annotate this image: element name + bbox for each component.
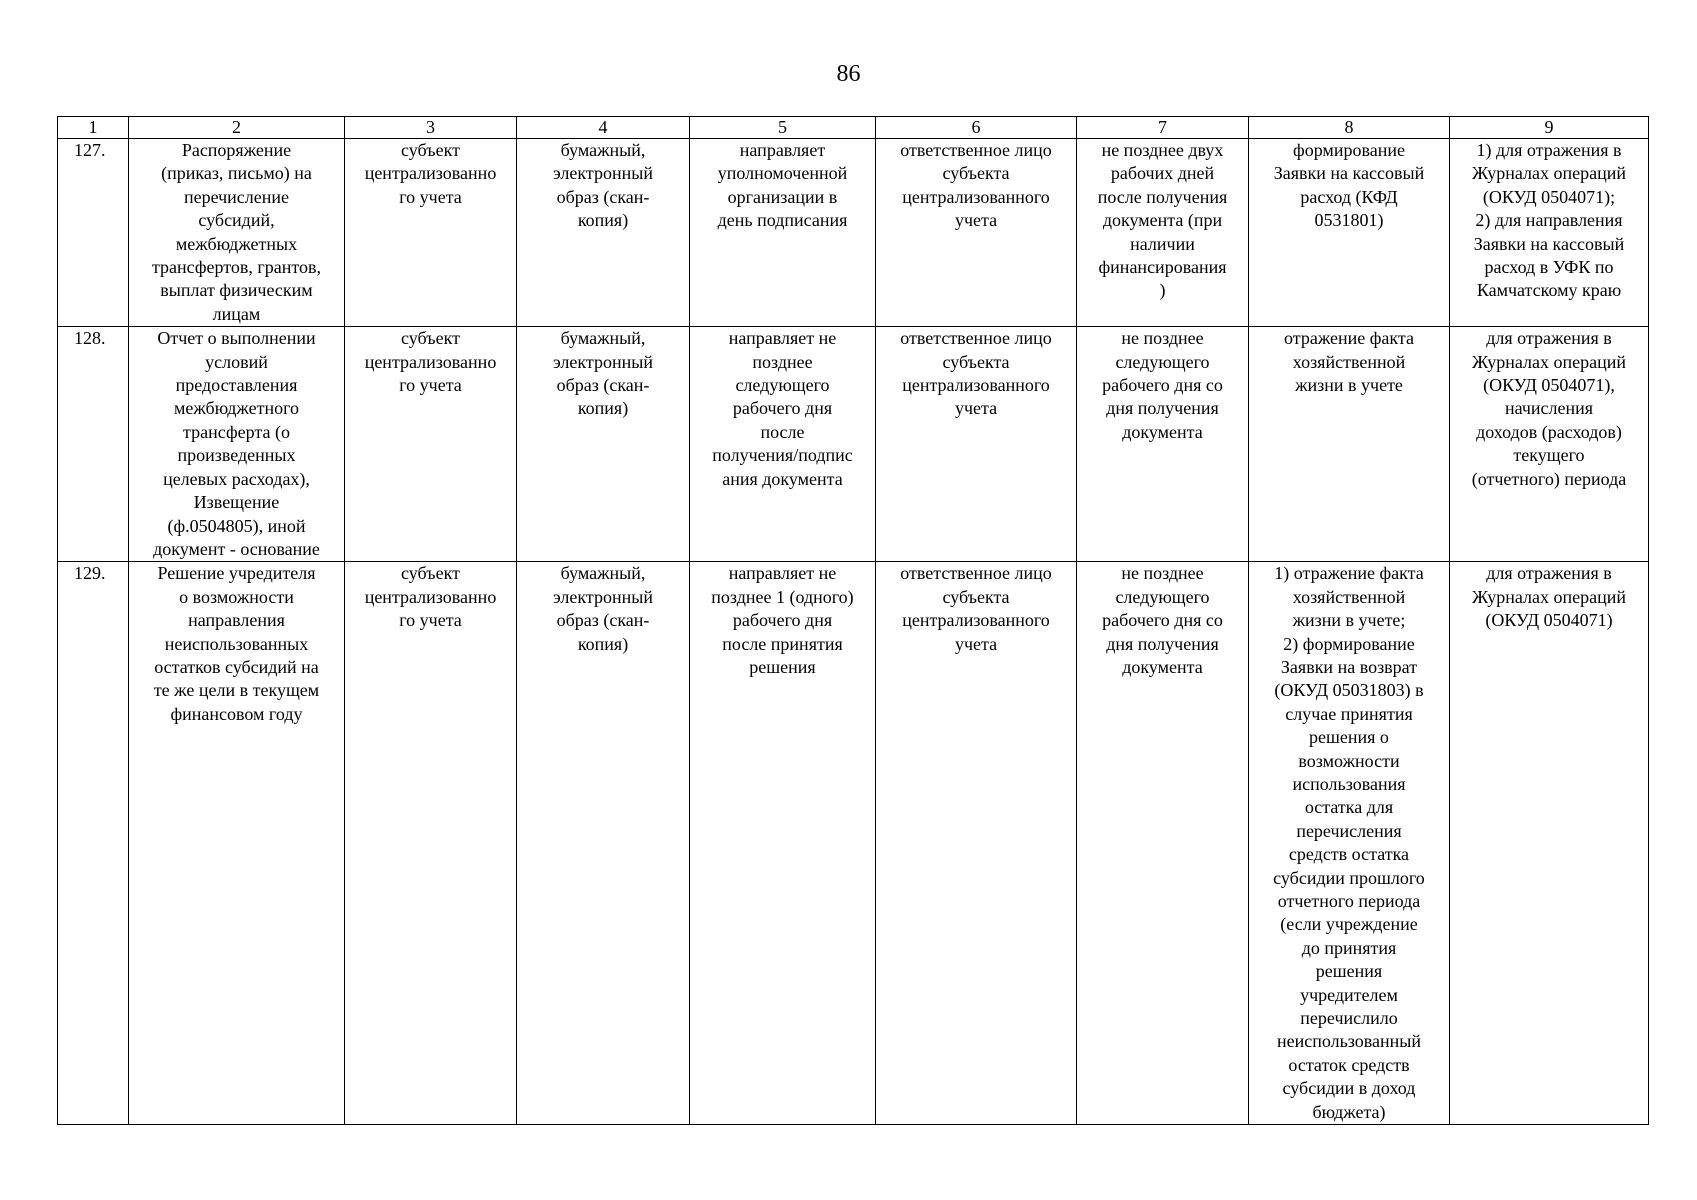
responsible-cell: ответственное лицо субъекта централизованного учета bbox=[876, 562, 1077, 1125]
purpose-cell: для отражения в Журналах операций (ОКУД 0504071), начисления доходов (расходов) текущего (отчетного) периода bbox=[1450, 327, 1649, 562]
action-cell: формирование Заявки на кассовый расход (КФД 0531801) bbox=[1249, 139, 1450, 327]
column-header: 4 bbox=[517, 117, 690, 139]
column-header: 9 bbox=[1450, 117, 1649, 139]
table-row bbox=[58, 327, 1649, 562]
row-number: 129. bbox=[58, 562, 129, 1125]
column-header: 7 bbox=[1077, 117, 1249, 139]
submission-order-cell: направляет не позднее 1 (одного) рабочего дня после принятия решения bbox=[690, 562, 876, 1125]
submission-order-cell: направляет уполномоченной организации в день подписания bbox=[690, 139, 876, 327]
term-cell: не позднее следующего рабочего дня со дня получения документа bbox=[1077, 562, 1249, 1125]
document-name-cell: Распоряжение (приказ, письмо) на перечисление субсидий, межбюджетных трансфертов, грантов, выплат физическим лицам bbox=[129, 139, 345, 327]
document-table bbox=[57, 116, 1649, 1125]
table-row bbox=[58, 562, 1649, 1125]
column-header: 5 bbox=[690, 117, 876, 139]
action-cell: 1) отражение факта хозяйственной жизни в учете; 2) формирование Заявки на возврат (ОКУД 05031803) в случае принятия решения о возможности использования остатка для перечисления средств остатка субсидии прошлого отчетного периода (если учреждение до принятия решения учредителем перечислило неиспользованный остаток средств субсидии в доход бюджета) bbox=[1249, 562, 1450, 1125]
row-number: 128. bbox=[58, 327, 129, 562]
document-name-cell: Отчет о выполнении условий предоставления межбюджетного трансферта (о произведенных целевых расходах), Извещение (ф.0504805), иной документ - основание bbox=[129, 327, 345, 562]
subject-cell: субъект централизованно го учета bbox=[345, 562, 517, 1125]
row-number: 127. bbox=[58, 139, 129, 327]
table-header-row bbox=[58, 117, 1649, 139]
document-name-cell: Решение учредителя о возможности направления неиспользованных остатков субсидий на те же цели в текущем финансовом году bbox=[129, 562, 345, 1125]
page-number: 86 bbox=[836, 61, 861, 87]
column-header: 2 bbox=[129, 117, 345, 139]
responsible-cell: ответственное лицо субъекта централизованного учета bbox=[876, 139, 1077, 327]
column-header: 8 bbox=[1249, 117, 1450, 139]
column-header: 6 bbox=[876, 117, 1077, 139]
responsible-cell: ответственное лицо субъекта централизованного учета bbox=[876, 327, 1077, 562]
table-row bbox=[58, 139, 1649, 327]
column-header: 3 bbox=[345, 117, 517, 139]
column-header: 1 bbox=[58, 117, 129, 139]
purpose-cell: 1) для отражения в Журналах операций (ОКУД 0504071); 2) для направления Заявки на кассовый расход в УФК по Камчатскому краю bbox=[1450, 139, 1649, 327]
purpose-cell: для отражения в Журналах операций (ОКУД 0504071) bbox=[1450, 562, 1649, 1125]
term-cell: не позднее двух рабочих дней после получения документа (при наличии финансирования ) bbox=[1077, 139, 1249, 327]
submission-order-cell: направляет не позднее следующего рабочего дня после получения/подпис ания документа bbox=[690, 327, 876, 562]
format-cell: бумажный, электронный образ (скан- копия) bbox=[517, 327, 690, 562]
action-cell: отражение факта хозяйственной жизни в учете bbox=[1249, 327, 1450, 562]
subject-cell: субъект централизованно го учета bbox=[345, 139, 517, 327]
format-cell: бумажный, электронный образ (скан- копия) bbox=[517, 562, 690, 1125]
format-cell: бумажный, электронный образ (скан- копия) bbox=[517, 139, 690, 327]
subject-cell: субъект централизованно го учета bbox=[345, 327, 517, 562]
term-cell: не позднее следующего рабочего дня со дня получения документа bbox=[1077, 327, 1249, 562]
